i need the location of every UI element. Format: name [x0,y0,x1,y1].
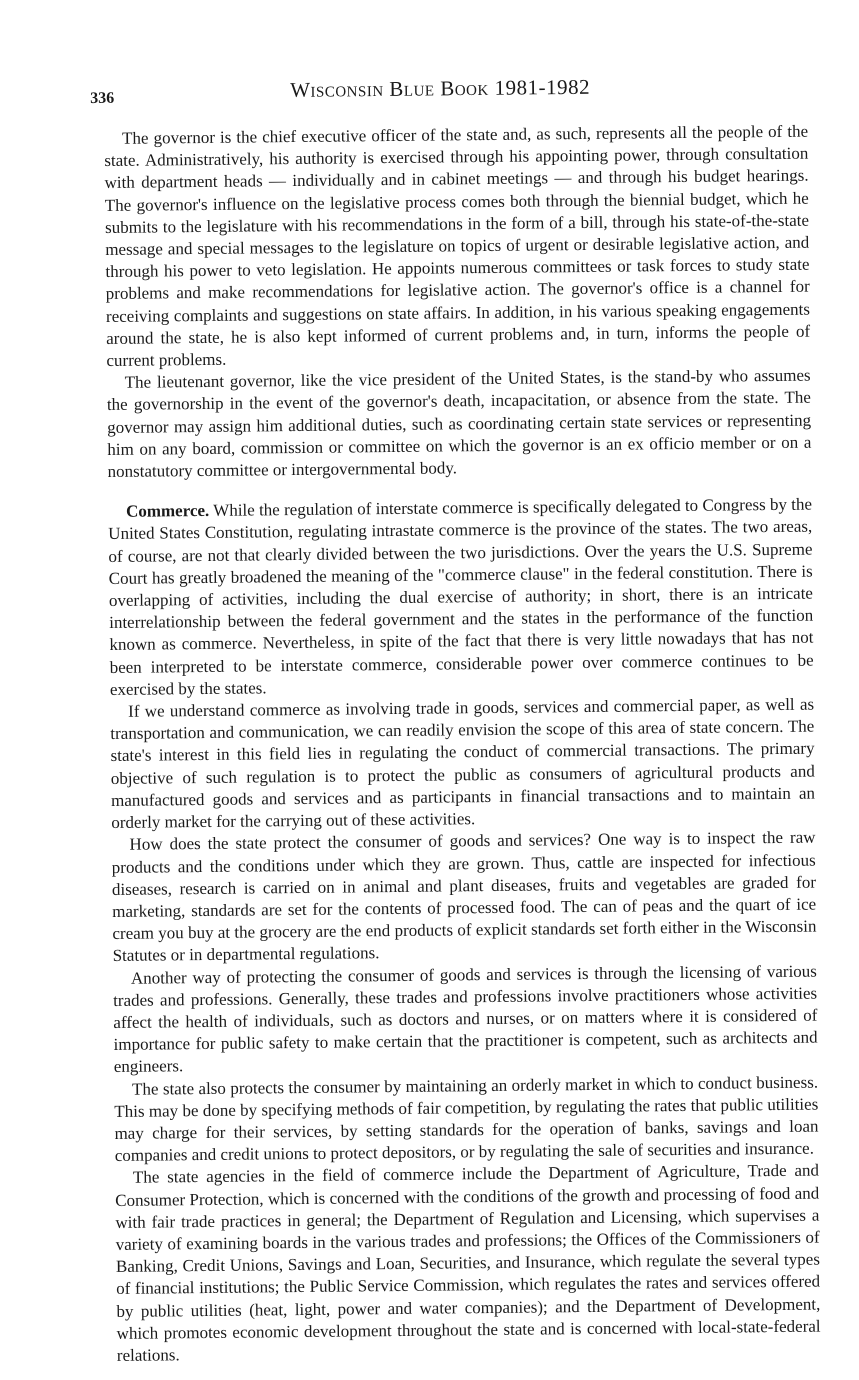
paragraph-commerce-intro [108,494,814,701]
paragraph-lieutenant-governor: The lieutenant governor, like the vice president of the United States, is the stand-by who assumes the governorship in the event of the governor's death, incapacitation, or absence from the state. The governor may assign him additional duties, such as coordinating certain state services or representing him on any board, commission or committee on which the governor is an ex officio member or on a nonstatutory committee or intergovernmental body. [106,365,812,482]
page-number: 336 [90,89,115,107]
paragraph-governor: The governor is the chief executive officer of the state and, as such, represents all the people of the state. Administratively, his authority is exercised through his appointing power, through consultation with department heads — individually and in cabinet meetings — and through his budget hearings. The governor's influence on the legislative process comes both through the biennial budget, which he submits to the legislature with his recommendations in the form of a bill, through his state-of-the-state message and special messages to the legislature on topics of urgent or desirable legislative action, and through his power to veto legislation. He appoints numerous committees or task forces to study state problems and make recommendations for legislative action. The governor's office is a channel for receiving complaints and suggestions on state affairs. In addition, in his various speaking engagements around the state, he is also kept informed of current problems and, in turn, informs the people of current problems. [104,121,811,371]
page-header [90,72,810,112]
section-heading-commerce: Commerce. [125,501,210,522]
paragraph-orderly-market: The state also protects the consumer by maintaining an orderly market in which to conduct business. This may be done by specifying methods of fair competition, by regulating the rates that public utilities may charge for their services, by setting standards for the operation of banks, savings and loan companies and credit unions to protect depositors, or by regulating the sale of securities and insurance. [114,1072,819,1166]
paragraph-commerce-scope: If we understand commerce as involving trade in goods, services and commercial paper, as well as transportation and communication, we can readily envision the scope of this area of state concern. The state's interest in this field lies in regulating the conduct of commercial transactions. The primary objective of such regulation is to protect the public as consumers of agricultural products and manufactured goods and services and as participants in financial transactions and to maintain an orderly market for the carrying out of these activities. [110,694,816,833]
body-text [104,121,821,1367]
paragraph-licensing: Another way of protecting the consumer of goods and services is through the licensing of various trades and professions. Generally, these trades and professions involve practitioners whose activities affect the health of individuals, such as doctors and nurses, or on matters where it is considered of importance for public safety to make certain that the practitioner is competent, such as architects and engineers. [113,961,818,1077]
running-title: Wisconsin Blue Book 1981-1982 [289,74,591,102]
commerce-intro-text: While the regulation of interstate commerce is specifically delegated to Congress by the United States Constitution, regulating intrastate commerce is the province of the states. The two areas, of course, are not that clearly divided between the two jurisdictions. Over the years the U.S. Supreme Court has greatly broadened the meaning of the "commerce clause" in the federal constitution. There is overlapping of activities, including the dual exercise of authority; in short, there is an intricate interrelationship between the federal government and the states in the performance of the function known as commerce. Nevertheless, in spite of the fact that there is very little nowadays that has not been interpreted to be interstate commerce, considerable power over commerce continues to be exercised by the states. [108,494,814,699]
paragraph-state-agencies: The state agencies in the field of commerce include the Department of Agriculture, Trade and Consumer Protection, which is concerned with the conditions of the growth and processing of food and with fair trade practices in general; the Department of Regulation and Licensing, which supervises a variety of examining boards in the various trades and professions; the Offices of the Commissioners of Banking, Credit Unions, Savings and Loan, Securities, and Insurance, which regulate the several types of financial institutions; the Public Service Commission, which regulates the rates and services offered by public utilities (heat, light, power and water companies); and the Department of Development, which promotes economic development throughout the state and is concerned with local-state-federal relations. [115,1160,821,1365]
paragraph-consumer-protection: How does the state protect the consumer of goods and services? One way is to inspect the raw products and the conditions under which they are grown. Thus, cattle are inspected for infectious diseases, research is carried on in animal and plant diseases, fruits and vegetables are graded for marketing, standards are set for the contents of processed food. The can of peas and the quart of ice cream you buy at the grocery are the end products of explicit standards set forth either in the Wisconsin Statutes or in departmental regulations. [111,827,817,966]
